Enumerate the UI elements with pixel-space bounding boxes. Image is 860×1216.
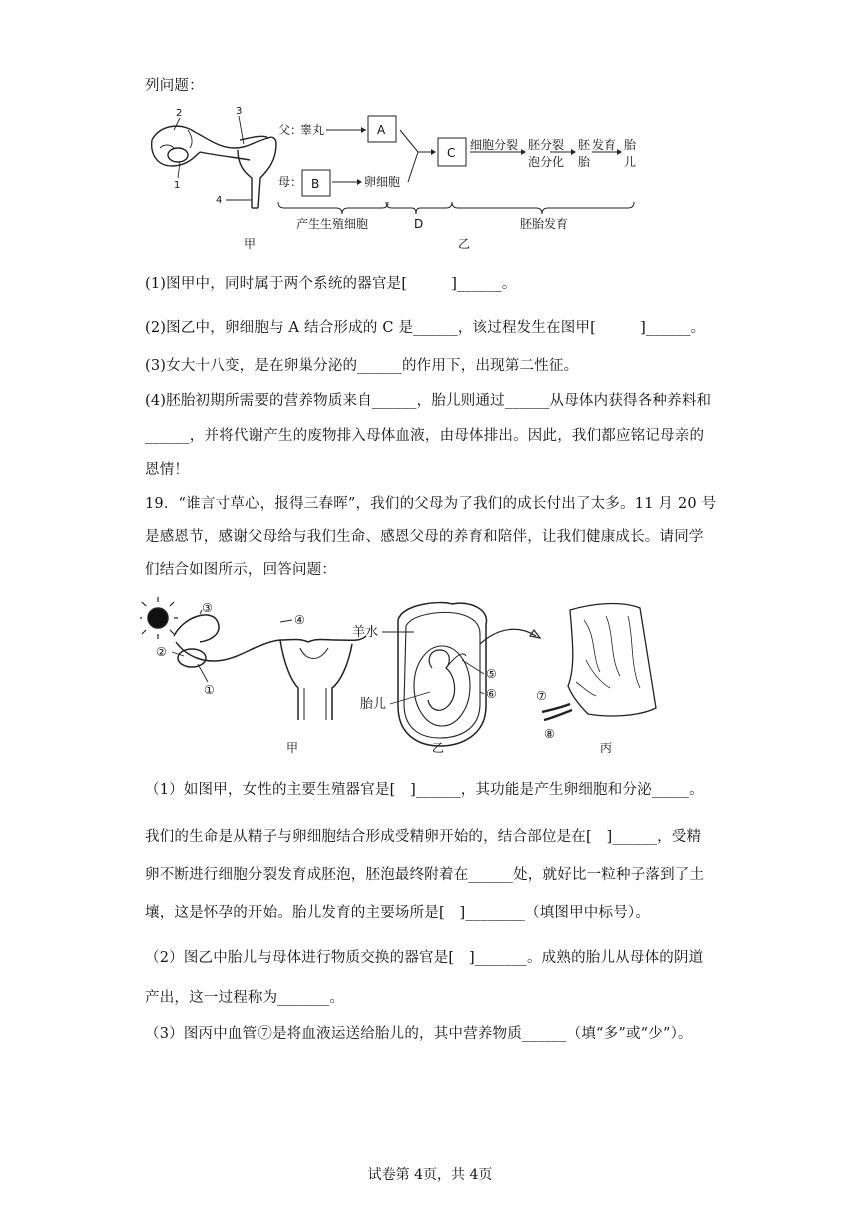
box-a-label: A (377, 123, 386, 137)
brace-gamete: 产生生殖细胞 (296, 217, 369, 231)
figure-reproduction-flow (140, 100, 640, 252)
label-6-circle: ⑥ (486, 687, 497, 701)
figure-caption-yi: 乙 (458, 237, 471, 251)
q18-part3: (3)女大十八变，是在卵巢分泌的______的作用下，出现第二性征。 (145, 358, 579, 374)
female-reproductive-sketch (152, 126, 276, 208)
label-8-circle: ⑧ (544, 727, 555, 741)
father-label: 父： (278, 123, 303, 137)
step-develop: 发育 (592, 138, 617, 152)
q19-part1: （1）如图甲，女性的主要生殖器官是[ ]______，其功能是产生卵细胞和分泌_____。 (145, 782, 704, 798)
q19-part3: （3）图丙中血管⑦是将血液运送给胎儿的，其中营养物质______（填“多”或“少”）。 (145, 1026, 693, 1042)
placenta-sketch (542, 604, 656, 720)
q19-intro-line3: 们结合如图所示，回答问题： (145, 562, 337, 578)
figure-caption-jia: 甲 (244, 237, 257, 251)
q18-part4: (4)胚胎初期所需要的营养物质来自______，胎儿则通过______从母体内获得各种养料和 (145, 393, 712, 409)
box-b-label: B (311, 177, 320, 191)
label-4-circle: ④ (294, 613, 305, 627)
label-1-circle: ① (204, 683, 215, 697)
uterus-sketch (140, 597, 366, 720)
q18-part4-cont: ______，并将代谢产生的废物排入母体血液，由母体排出。因此，我们都应铭记母亲的 (145, 428, 705, 444)
label-3: 3 (236, 106, 243, 117)
q18-part1: (1)图甲中，同时属于两个系统的器官是[ ]______。 (145, 276, 517, 292)
amniotic-fluid-label: 羊水 (352, 625, 379, 640)
step-embryo-1: 胚 (578, 138, 591, 152)
step-cell-division: 细胞分裂 (470, 138, 519, 152)
q19-part1-cont2: 卵不断进行细胞分裂发育成胚泡，胚泡最终附着在______处，就好比一粒种子落到了土 (145, 867, 705, 883)
q18-part4-end: 恩情！ (145, 462, 190, 478)
label-5-circle: ⑤ (486, 667, 497, 681)
label-2: 2 (176, 108, 183, 119)
step-fetus-2: 儿 (624, 155, 637, 169)
egg-label: 卵细胞 (364, 175, 401, 189)
intro-fragment: 列问题： (145, 78, 204, 94)
label-7-circle: ⑦ (536, 689, 547, 703)
q19-intro-line1: 19．“谁言寸草心，报得三春晖”，我们的父母为了我们的成长付出了太多。11 月 20 号 (145, 496, 717, 512)
q18-part2: (2)图乙中，卵细胞与 A 结合形成的 C 是______，该过程发生在图甲[ ]______。 (145, 320, 706, 336)
brace-d: D (414, 217, 424, 231)
brace-embryo: 胚胎发育 (520, 217, 569, 231)
q19-part2: （2）图乙中胎儿与母体进行物质交换的器官是[ ]_______。成熟的胎儿从母体的阴道 (145, 950, 704, 966)
caption-bing: 丙 (600, 741, 613, 755)
q19-part1-cont1: 我们的生命是从精子与卵细胞结合形成受精卵开始的，结合部位是在[ ]______，受精 (145, 829, 702, 845)
q19-part1-cont3: 壤，这是怀孕的开始。胎儿发育的主要场所是[ ]________（填图甲中标号）。 (145, 905, 651, 921)
step-embryo-2: 胎 (578, 155, 591, 169)
mother-label: 母： (278, 175, 303, 189)
q19-intro-line2: 是感恩节，感谢父母给与我们生命、感恩父母的养育和陪伴，让我们健康成长。请同学 (145, 529, 704, 545)
step-blastocyst-1: 胚分裂 (528, 138, 565, 152)
q19-part2-cont: 产出，这一过程称为_______。 (145, 990, 345, 1006)
label-4: 4 (216, 195, 223, 206)
step-blastocyst-2: 泡分化 (528, 155, 565, 169)
caption-jia-2: 甲 (286, 741, 299, 755)
label-3-circle: ③ (202, 601, 213, 615)
caption-yi-2: 乙 (432, 741, 445, 755)
figure-pregnancy (140, 596, 720, 758)
box-c-label: C (447, 146, 456, 160)
page-footer: 试卷第 4页，共 4页 (367, 1167, 493, 1183)
step-fetus-1: 胎 (624, 138, 637, 152)
womb-sketch (398, 603, 487, 746)
fetus-label: 胎儿 (360, 697, 387, 712)
label-1: 1 (174, 180, 181, 191)
testis-label: 睾丸 (300, 123, 325, 137)
label-2-circle: ② (156, 645, 167, 659)
